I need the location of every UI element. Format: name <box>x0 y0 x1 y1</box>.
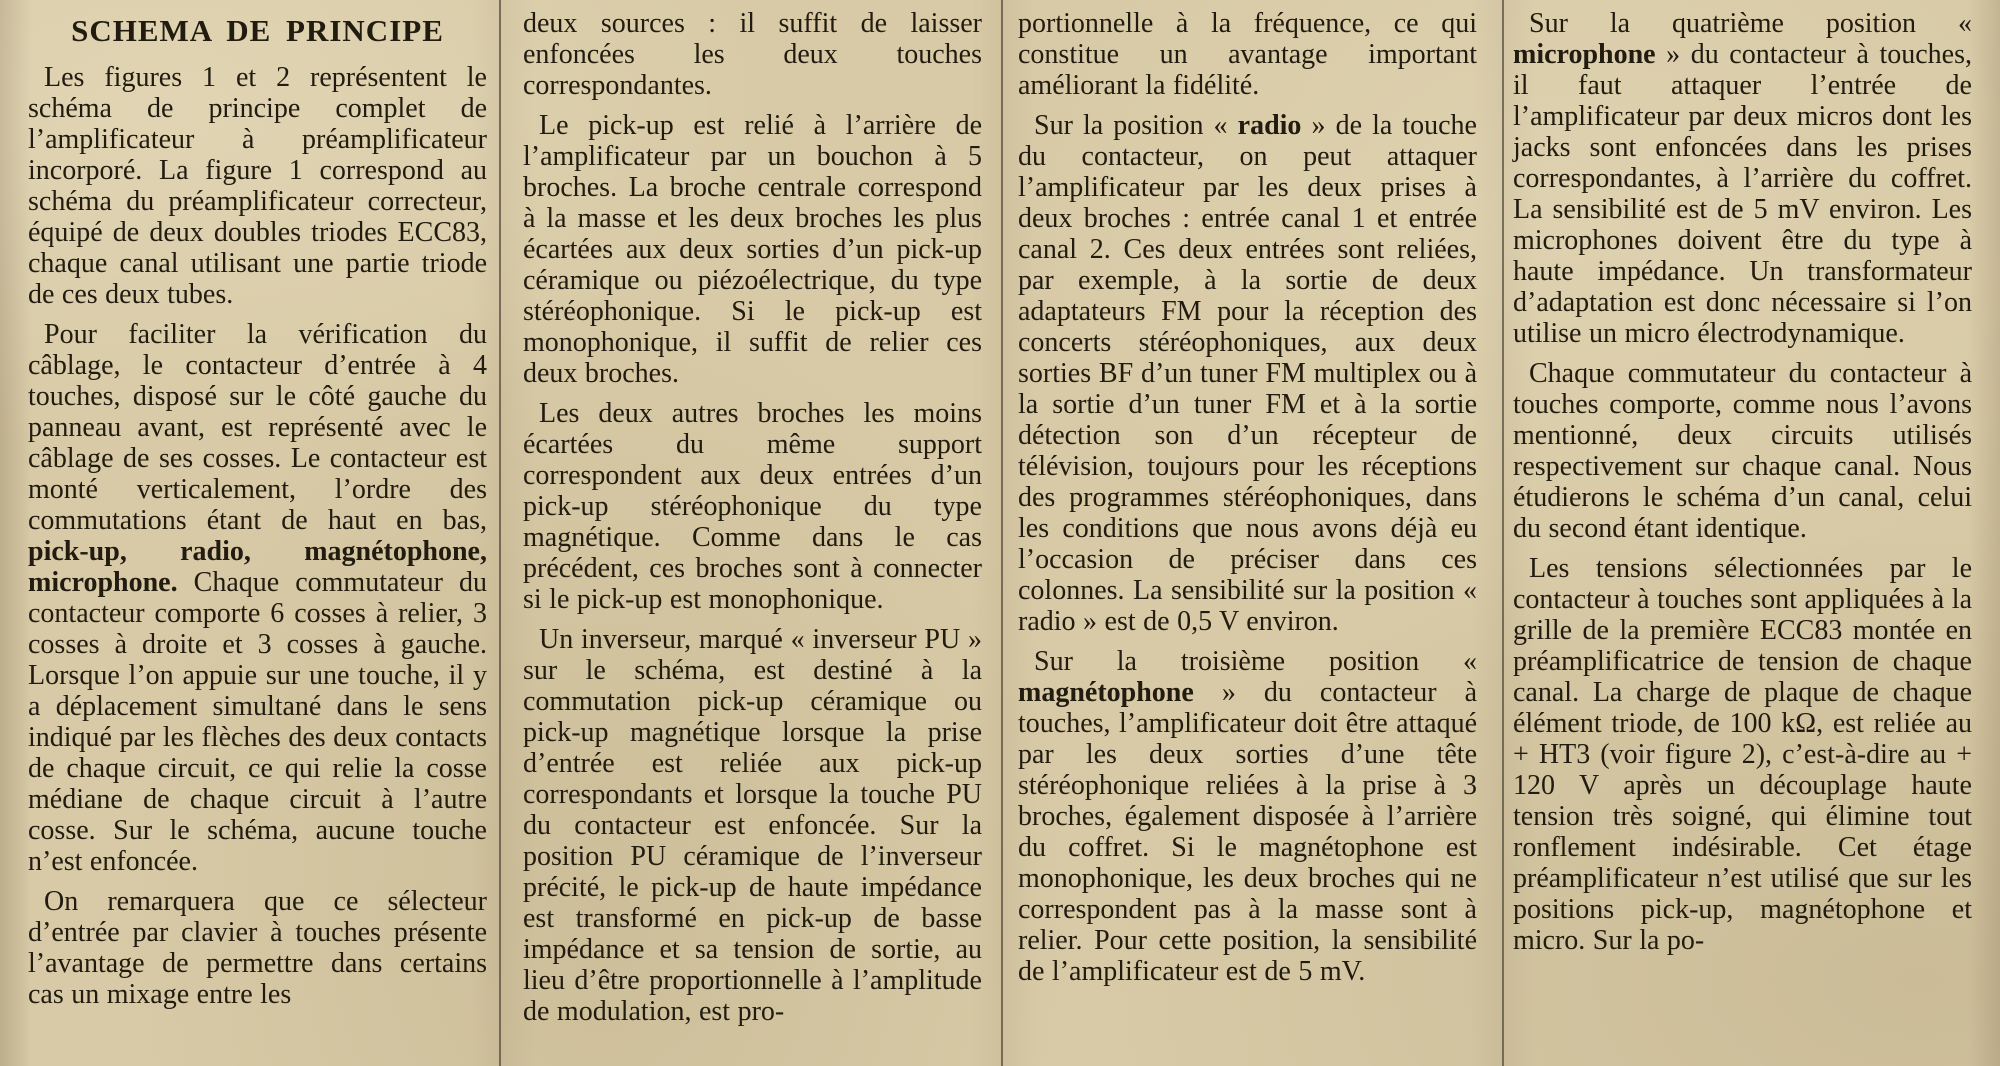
text-run: On remarquera que ce sélecteur d’entrée par clavier à touches présente l’avantage de permettre dans certains cas un mixage entre les <box>28 886 487 1010</box>
text-run: Chaque commutateur du contacteur à touches comporte, comme nous l’avons mentionné, deux circuits utilisés respectivement sur chaque canal. Nous étudierons le schéma d’un canal, celui du second étant identique. <box>1513 358 1972 544</box>
paragraph <box>1018 110 1477 637</box>
column-2 <box>505 8 1000 1066</box>
text-run: Sur la troisième position « <box>1034 646 1477 677</box>
paragraph <box>523 624 982 1027</box>
text-run: Sur la quatrième position « <box>1529 8 1972 39</box>
text-run: Pour faciliter la vérification du câblage, le contacteur d’entrée à 4 touches, disposé sur le côté gauche du panneau avant, est représenté avec le câblage de ses cosses. Le contacteur est monté verticalement, l’ordre des commutations étant de haut en bas, <box>28 319 487 536</box>
text-run: » de la touche du contacteur, on peut attaquer l’amplificateur par les deux prises à deux broches : entrée canal 1 et entrée canal 2. Ces deux entrées sont reliées, par exemple, à la sortie de deux adaptateurs FM pour la réception des concerts stéréophoniques, aux deux sorties BF d’un tuner FM multiplex ou à la sortie d’un tuner FM et à la sortie détection son d’un récepteur de télévision, toujours pour les réceptions des programmes stéréophoniques, dans les conditions que nous avons déjà eu l’occasion de préciser dans ces colonnes. La sensibilité sur la position « radio » est de 0,5 V environ. <box>1018 110 1477 637</box>
text-run: Les figures 1 et 2 représentent le schéma de principe complet de l’amplificateur à préamplificateur incorporé. La figure 1 correspond au schéma du préamplificateur correcteur, équipé de deux doubles triodes ECC83, chaque canal utilisant une partie triode de ces deux tubes. <box>28 62 487 310</box>
article-heading: SCHEMA DE PRINCIPE <box>71 13 444 48</box>
text-run: Chaque commutateur du contacteur comporte 6 cosses à relier, 3 cosses à droite et 3 cosses à gauche. Lorsque l’on appuie sur une touche, il y a déplacement simultané dans le sens indiqué par les flèches des deux contacts de chaque circuit, ce qui relie la cosse médiane de chaque circuit à l’autre cosse. Sur le schéma, aucune touche n’est enfoncée. <box>28 567 487 877</box>
paragraph <box>1513 553 1972 956</box>
column-rule <box>1502 0 1504 1066</box>
text-run: portionnelle à la fréquence, ce qui constitue un avantage important améliorant la fidélité. <box>1018 8 1477 101</box>
text-run: Un inverseur, marqué « inverseur PU » sur le schéma, est destiné à la commutation pick-up céramique ou pick-up magnétique lorsque la prise d’entrée est reliée aux pick-up correspondants et lorsque la touche PU du contacteur est enfoncée. Sur la position PU céramique de l’inverseur précité, le pick-up de haute impédance est transformé en pick-up de basse impédance et sa tension de sortie, au lieu d’être proportionnelle à l’amplitude de modulation, est pro- <box>523 624 982 1027</box>
paragraph <box>1018 646 1477 987</box>
bold-text-run: microphone <box>1513 39 1656 70</box>
bold-text-run: pick-up, radio, magnétophone, microphone. <box>28 536 487 598</box>
paragraph <box>1018 8 1477 101</box>
text-run: » du contacteur à touches, il faut attaquer l’entrée de l’amplificateur par deux micros dont les jacks sont enfoncées dans les prises correspondantes, à l’arrière du coffret. La sensibilité est de 5 mV environ. Les microphones doivent être du type à haute impédance. Un transformateur d’adaptation est donc nécessaire si l’on utilise un micro électrodynamique. <box>1513 39 1972 349</box>
paragraph <box>28 62 487 310</box>
text-run: Les deux autres broches les moins écartées du même support correspondent aux deux entrées d’un pick-up stéréophonique du type magnétique. Comme dans le cas précédent, ces broches sont à connecter si le pick-up est monophonique. <box>523 398 982 615</box>
paragraph <box>523 8 982 101</box>
paragraph <box>1513 8 1972 349</box>
column-1 <box>10 8 505 1066</box>
column-rule <box>1001 0 1003 1066</box>
text-run: » du contacteur à touches, l’amplificateur doit être attaqué par les deux sorties d’une tête stéréophonique reliées à la prise à 3 broches, également disposée à l’arrière du coffret. Si le magnétophone est monophonique, les deux broches qui ne correspondent pas à la masse sont à relier. Pour cette position, la sensibilité de l’amplificateur est de 5 mV. <box>1018 677 1477 987</box>
text-run: Le pick-up est relié à l’arrière de l’amplificateur par un bouchon à 5 broches. La broche centrale correspond à la masse et les deux broches les plus écartées aux deux sorties d’un pick-up céramique ou piézoélectrique, du type stéréophonique. Si le pick-up est monophonique, il suffit de relier ces deux broches. <box>523 110 982 389</box>
paragraph <box>28 319 487 877</box>
paragraph <box>1513 358 1972 544</box>
text-run: Les tensions sélectionnées par le contacteur à touches sont appliquées à la grille de la première ECC83 montée en préamplificatrice de tension de chaque canal. La charge de plaque de chaque élément triode, de 100 kΩ, est reliée au + HT3 (voir figure 2), c’est-à-dire au + 120 V après un découplage haute tension très soigné, qui élimine tout ronflement indésirable. Cet étage préamplificateur n’est utilisé que sur les positions pick-up, magnétophone et micro. Sur la po- <box>1513 553 1972 956</box>
text-run: deux sources : il suffit de laisser enfoncées les deux touches correspondantes. <box>523 8 982 101</box>
bold-text-run: radio <box>1237 110 1302 141</box>
column-3 <box>1000 8 1495 1066</box>
paragraph <box>523 110 982 389</box>
paragraph <box>28 886 487 1010</box>
text-run: Sur la position « <box>1034 110 1238 141</box>
bold-text-run: magnétophone <box>1018 677 1194 708</box>
column-rule <box>499 0 501 1066</box>
paragraph <box>523 398 982 615</box>
column-4 <box>1495 8 1990 1066</box>
